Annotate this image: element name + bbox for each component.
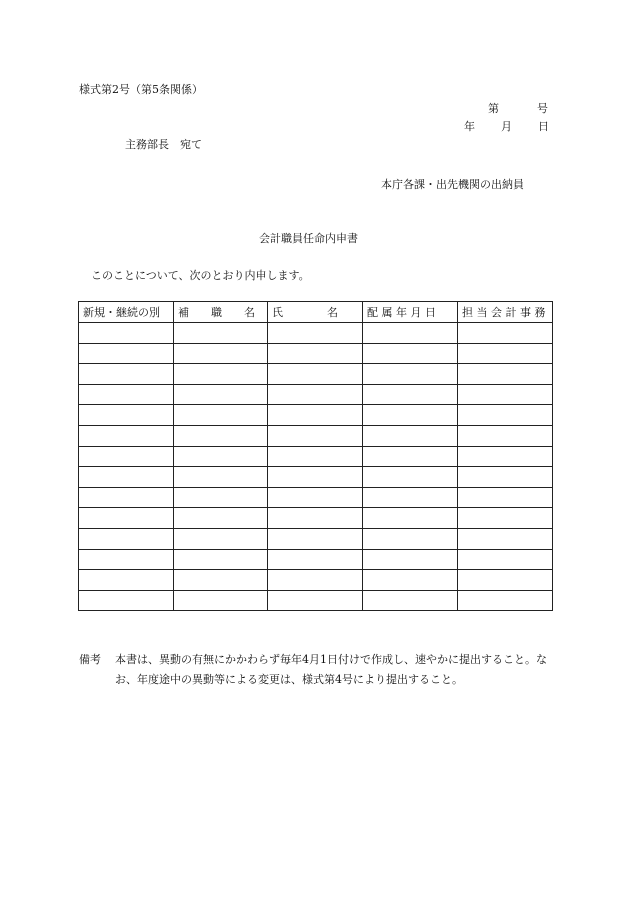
table-cell[interactable] — [458, 364, 553, 385]
table-cell[interactable] — [458, 549, 553, 570]
appointment-table — [78, 301, 553, 611]
table-cell[interactable] — [79, 590, 174, 611]
table-cell[interactable] — [458, 487, 553, 508]
table-cell[interactable] — [79, 425, 174, 446]
table-cell[interactable] — [363, 323, 458, 344]
doc-number-suffix: 号 — [537, 102, 548, 115]
form-number: 様式第2号（第5条関係） — [79, 83, 203, 96]
doc-number-prefix: 第 — [488, 102, 499, 115]
table-cell[interactable] — [363, 487, 458, 508]
date-line — [464, 121, 549, 132]
table-cell[interactable] — [363, 446, 458, 467]
column-header-assignment-date: 配 属 年 月 日 — [363, 302, 458, 323]
table-row — [79, 364, 553, 385]
table-header-row — [79, 302, 553, 323]
table-cell[interactable] — [458, 570, 553, 591]
table-cell[interactable] — [268, 384, 363, 405]
table-row — [79, 343, 553, 364]
table-cell[interactable] — [79, 343, 174, 364]
date-year-label: 年 — [464, 120, 475, 133]
table-cell[interactable] — [268, 508, 363, 529]
table-row — [79, 405, 553, 426]
table-cell[interactable] — [268, 446, 363, 467]
table-cell[interactable] — [458, 323, 553, 344]
table-row — [79, 487, 553, 508]
table-row — [79, 467, 553, 488]
table-row — [79, 384, 553, 405]
table-cell[interactable] — [174, 467, 268, 488]
table-row — [79, 590, 553, 611]
table-cell[interactable] — [363, 343, 458, 364]
table-cell[interactable] — [174, 508, 268, 529]
table-row — [79, 508, 553, 529]
column-header-name: 氏 名 — [268, 302, 363, 323]
column-header-position: 補 職 名 — [174, 302, 268, 323]
date-month-label: 月 — [501, 120, 512, 133]
table-cell[interactable] — [174, 425, 268, 446]
table-cell[interactable] — [174, 323, 268, 344]
table-cell[interactable] — [363, 364, 458, 385]
table-cell[interactable] — [268, 425, 363, 446]
table-cell[interactable] — [174, 384, 268, 405]
sender: 本庁各課・出先機関の出納員 — [381, 178, 524, 191]
document-title: 会計職員任命内申書 — [259, 232, 358, 245]
table-cell[interactable] — [268, 343, 363, 364]
table-cell[interactable] — [174, 364, 268, 385]
table-cell[interactable] — [268, 405, 363, 426]
table-cell[interactable] — [268, 549, 363, 570]
table-cell[interactable] — [458, 343, 553, 364]
table-cell[interactable] — [79, 467, 174, 488]
addressee: 主務部長 宛て — [125, 138, 202, 151]
table-cell[interactable] — [79, 364, 174, 385]
table-row — [79, 425, 553, 446]
table-cell[interactable] — [268, 590, 363, 611]
table-cell[interactable] — [363, 570, 458, 591]
table-cell[interactable] — [458, 384, 553, 405]
table-cell[interactable] — [458, 528, 553, 549]
table-cell[interactable] — [458, 508, 553, 529]
table-cell[interactable] — [174, 487, 268, 508]
table-cell[interactable] — [458, 467, 553, 488]
table-cell[interactable] — [268, 467, 363, 488]
table-cell[interactable] — [174, 528, 268, 549]
table-row — [79, 549, 553, 570]
table-cell[interactable] — [458, 405, 553, 426]
remarks-label: 備考 — [79, 653, 101, 666]
table-cell[interactable] — [174, 570, 268, 591]
table-cell[interactable] — [174, 343, 268, 364]
table-cell[interactable] — [79, 528, 174, 549]
table-cell[interactable] — [79, 323, 174, 344]
table-cell[interactable] — [174, 590, 268, 611]
table-cell[interactable] — [458, 446, 553, 467]
table-row — [79, 446, 553, 467]
table-cell[interactable] — [268, 570, 363, 591]
table-cell[interactable] — [363, 549, 458, 570]
column-header-accounting-duty: 担 当 会 計 事 務 — [458, 302, 553, 323]
date-day-label: 日 — [538, 120, 549, 133]
table-cell[interactable] — [363, 508, 458, 529]
column-header-new-or-continuing: 新規・継続の別 — [79, 302, 174, 323]
remarks — [79, 650, 551, 690]
table-cell[interactable] — [363, 590, 458, 611]
table-cell[interactable] — [79, 570, 174, 591]
table-cell[interactable] — [458, 590, 553, 611]
table-cell[interactable] — [79, 508, 174, 529]
table-cell[interactable] — [79, 487, 174, 508]
table-row — [79, 323, 553, 344]
table-row — [79, 570, 553, 591]
table-cell[interactable] — [363, 425, 458, 446]
table-cell[interactable] — [363, 528, 458, 549]
table-cell[interactable] — [174, 405, 268, 426]
table-cell[interactable] — [268, 487, 363, 508]
table-cell[interactable] — [363, 467, 458, 488]
intro-text: このことについて、次のとおり内申します。 — [91, 269, 310, 282]
table-cell[interactable] — [363, 405, 458, 426]
table-cell[interactable] — [79, 384, 174, 405]
table-cell[interactable] — [363, 384, 458, 405]
document-number-line — [488, 103, 548, 114]
table-cell[interactable] — [458, 425, 553, 446]
table-body — [79, 323, 553, 611]
table-cell[interactable] — [79, 549, 174, 570]
table-cell[interactable] — [174, 549, 268, 570]
table-cell[interactable] — [79, 405, 174, 426]
table-cell[interactable] — [268, 364, 363, 385]
table-cell[interactable] — [268, 323, 363, 344]
table-cell[interactable] — [174, 446, 268, 467]
table-cell[interactable] — [268, 528, 363, 549]
remarks-body: 本書は、異動の有無にかかわらず毎年4月1日付けで作成し、速やかに提出すること。なお、年度途中の異動等による変更は、様式第4号により提出すること。 — [115, 653, 547, 686]
table-cell[interactable] — [79, 446, 174, 467]
table-row — [79, 528, 553, 549]
